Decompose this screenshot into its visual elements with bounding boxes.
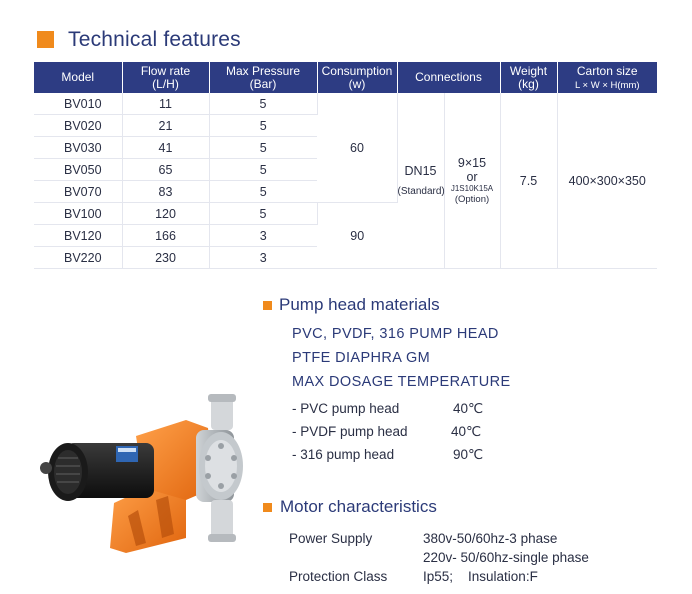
pump-head-line-3: MAX DOSAGE TEMPERATURE <box>292 374 511 390</box>
cell-model: BV010 <box>34 93 122 115</box>
cell-model: BV120 <box>34 225 122 247</box>
cell-pressure: 5 <box>209 137 317 159</box>
cell-pressure: 5 <box>209 115 317 137</box>
cell-pressure: 5 <box>209 93 317 115</box>
conn-option-1: 9×15 <box>457 156 487 170</box>
cell-consumption-90: 90 <box>317 203 397 269</box>
cell-connection-standard <box>397 93 444 269</box>
cell-connection-option <box>444 93 500 269</box>
protection-class-label: Protection Class <box>289 569 388 584</box>
pump-head-line-2: PTFE DIAPHRA GM <box>292 350 431 366</box>
cell-flow: 11 <box>122 93 209 115</box>
cell-consumption-60: 60 <box>317 93 397 203</box>
metering-pump-image <box>36 388 251 558</box>
header-weight: Weight (kg) <box>500 62 557 93</box>
cell-pressure: 5 <box>209 159 317 181</box>
cell-flow: 166 <box>122 225 209 247</box>
conn-standard-note: (Standard) <box>397 186 445 197</box>
header-consumption: Consumption (w) <box>317 62 397 93</box>
cell-model: BV020 <box>34 115 122 137</box>
header-model: Model <box>34 62 122 93</box>
technical-features-title: Technical features <box>68 28 241 51</box>
cell-model: BV050 <box>34 159 122 181</box>
cell-carton: 400×300×350 <box>557 93 657 269</box>
cell-model: BV220 <box>34 247 122 269</box>
motor-title: Motor characteristics <box>280 497 437 516</box>
cell-pressure: 5 <box>209 203 317 225</box>
temp-value-316: 90℃ <box>453 447 484 462</box>
temp-value-pvdf: 40℃ <box>451 424 482 439</box>
title-bullet-icon <box>37 31 54 48</box>
temp-label-pvdf: - PVDF pump head <box>292 424 408 439</box>
cell-weight: 7.5 <box>500 93 557 269</box>
cell-model: BV100 <box>34 203 122 225</box>
cell-flow: 65 <box>122 159 209 181</box>
cell-model: BV030 <box>34 137 122 159</box>
protection-class-value: Ip55; Insulation:F <box>423 569 538 584</box>
table-header-row <box>34 62 657 93</box>
temp-value-pvc: 40℃ <box>453 401 484 416</box>
cell-pressure: 3 <box>209 247 317 269</box>
cell-model: BV070 <box>34 181 122 203</box>
cell-pressure: 3 <box>209 225 317 247</box>
temp-label-pvc: - PVC pump head <box>292 401 400 416</box>
motor-bullet-icon <box>263 503 272 512</box>
power-supply-label: Power Supply <box>289 531 373 546</box>
conn-standard-value: DN15 <box>404 164 437 178</box>
cell-flow: 230 <box>122 247 209 269</box>
cell-pressure: 5 <box>209 181 317 203</box>
header-pressure: Max Pressure (Bar) <box>209 62 317 93</box>
header-carton: Carton size L × W × H(mm) <box>557 62 657 93</box>
temp-label-316: - 316 pump head <box>292 447 395 462</box>
pump-head-bullet-icon <box>263 301 272 310</box>
power-supply-value-1: 380v-50/60hz-3 phase <box>423 531 558 546</box>
header-flow: Flow rate (L/H) <box>122 62 209 93</box>
cell-flow: 21 <box>122 115 209 137</box>
cell-flow: 120 <box>122 203 209 225</box>
pump-head-line-1: PVC, PVDF, 316 PUMP HEAD <box>292 326 499 342</box>
cell-flow: 41 <box>122 137 209 159</box>
conn-option-4: (Option) <box>454 194 490 205</box>
conn-option-3: J1S10K15A <box>450 184 494 193</box>
conn-option-2: or <box>466 170 478 184</box>
header-connections: Connections <box>397 62 500 93</box>
table-row <box>34 93 657 115</box>
pump-head-title: Pump head materials <box>279 295 440 314</box>
cell-flow: 83 <box>122 181 209 203</box>
spec-table <box>34 62 657 269</box>
power-supply-value-2: 220v- 50/60hz-single phase <box>423 550 589 565</box>
